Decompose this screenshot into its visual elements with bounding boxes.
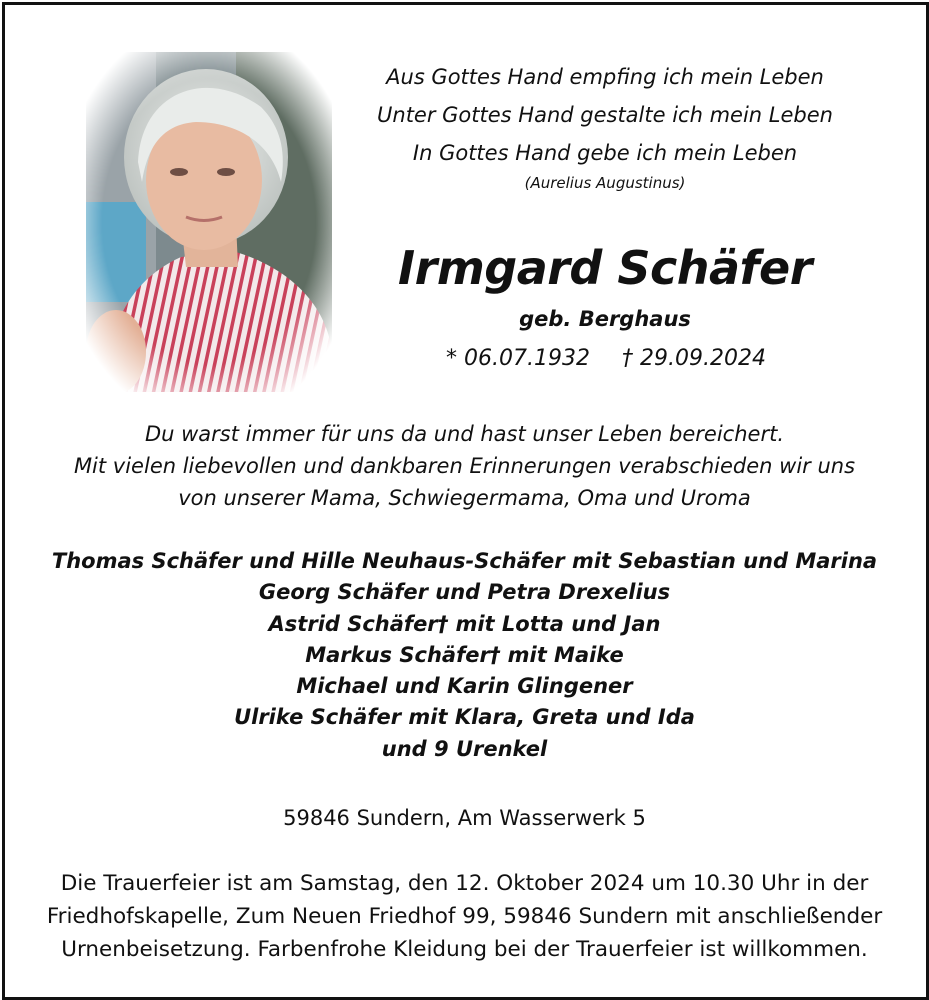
family-line: Thomas Schäfer und Hille Neuhaus-Schäfer mit Sebastian und Marina [51, 549, 878, 573]
deceased-name: Irmgard Schäfer [398, 241, 812, 295]
intro-line: Mit vielen liebevollen und dankbaren Erinnerungen verabschieden wir uns [73, 454, 856, 478]
poem-line: Aus Gottes Hand empfing ich mein Leben [386, 65, 824, 89]
notice-line: Die Trauerfeier ist am Samstag, den 12. Oktober 2024 um 10.30 Uhr in der [60, 871, 869, 896]
portrait-photo [86, 52, 332, 392]
death-date: † 29.09.2024 [622, 346, 766, 371]
poem-line: Unter Gottes Hand gestalte ich mein Leben [377, 103, 833, 127]
birth-name: geb. Berghaus [519, 307, 691, 331]
intro-text [10, 418, 919, 514]
family-line: Markus Schäfer† mit Maike [305, 642, 624, 667]
address-line: 59846 Sundern, Am Wasserwerk 5 [283, 806, 646, 830]
funeral-notice [10, 867, 919, 966]
birth-date: * 06.07.1932 [446, 346, 590, 371]
family-line: Ulrike Schäfer mit Klara, Greta und Ida [234, 705, 695, 730]
notice-line: Urnenbeisetzung. Farbenfrohe Kleidung bei der Trauerfeier ist willkommen. [61, 937, 868, 962]
family-line: Astrid Schäfer† mit Lotta und Jan [268, 611, 661, 636]
poem-line: In Gottes Hand gebe ich mein Leben [412, 141, 798, 165]
address [10, 802, 919, 834]
poem [340, 58, 870, 194]
intro-line: Du warst immer für uns da und hast unser Leben bereichert. [144, 422, 785, 446]
poem-source: (Aurelius Augustinus) [524, 174, 686, 192]
notice-line: Friedhofskapelle, Zum Neuen Friedhof 99, 59846 Sundern mit anschließender [46, 904, 883, 929]
family-line: Georg Schäfer und Petra Drexelius [258, 580, 671, 605]
family-list [10, 546, 919, 765]
family-line: Michael und Karin Glingener [296, 674, 633, 699]
family-line: und 9 Urenkel [381, 736, 548, 761]
intro-line: von unserer Mama, Schwiegermama, Oma und Uroma [178, 486, 751, 510]
